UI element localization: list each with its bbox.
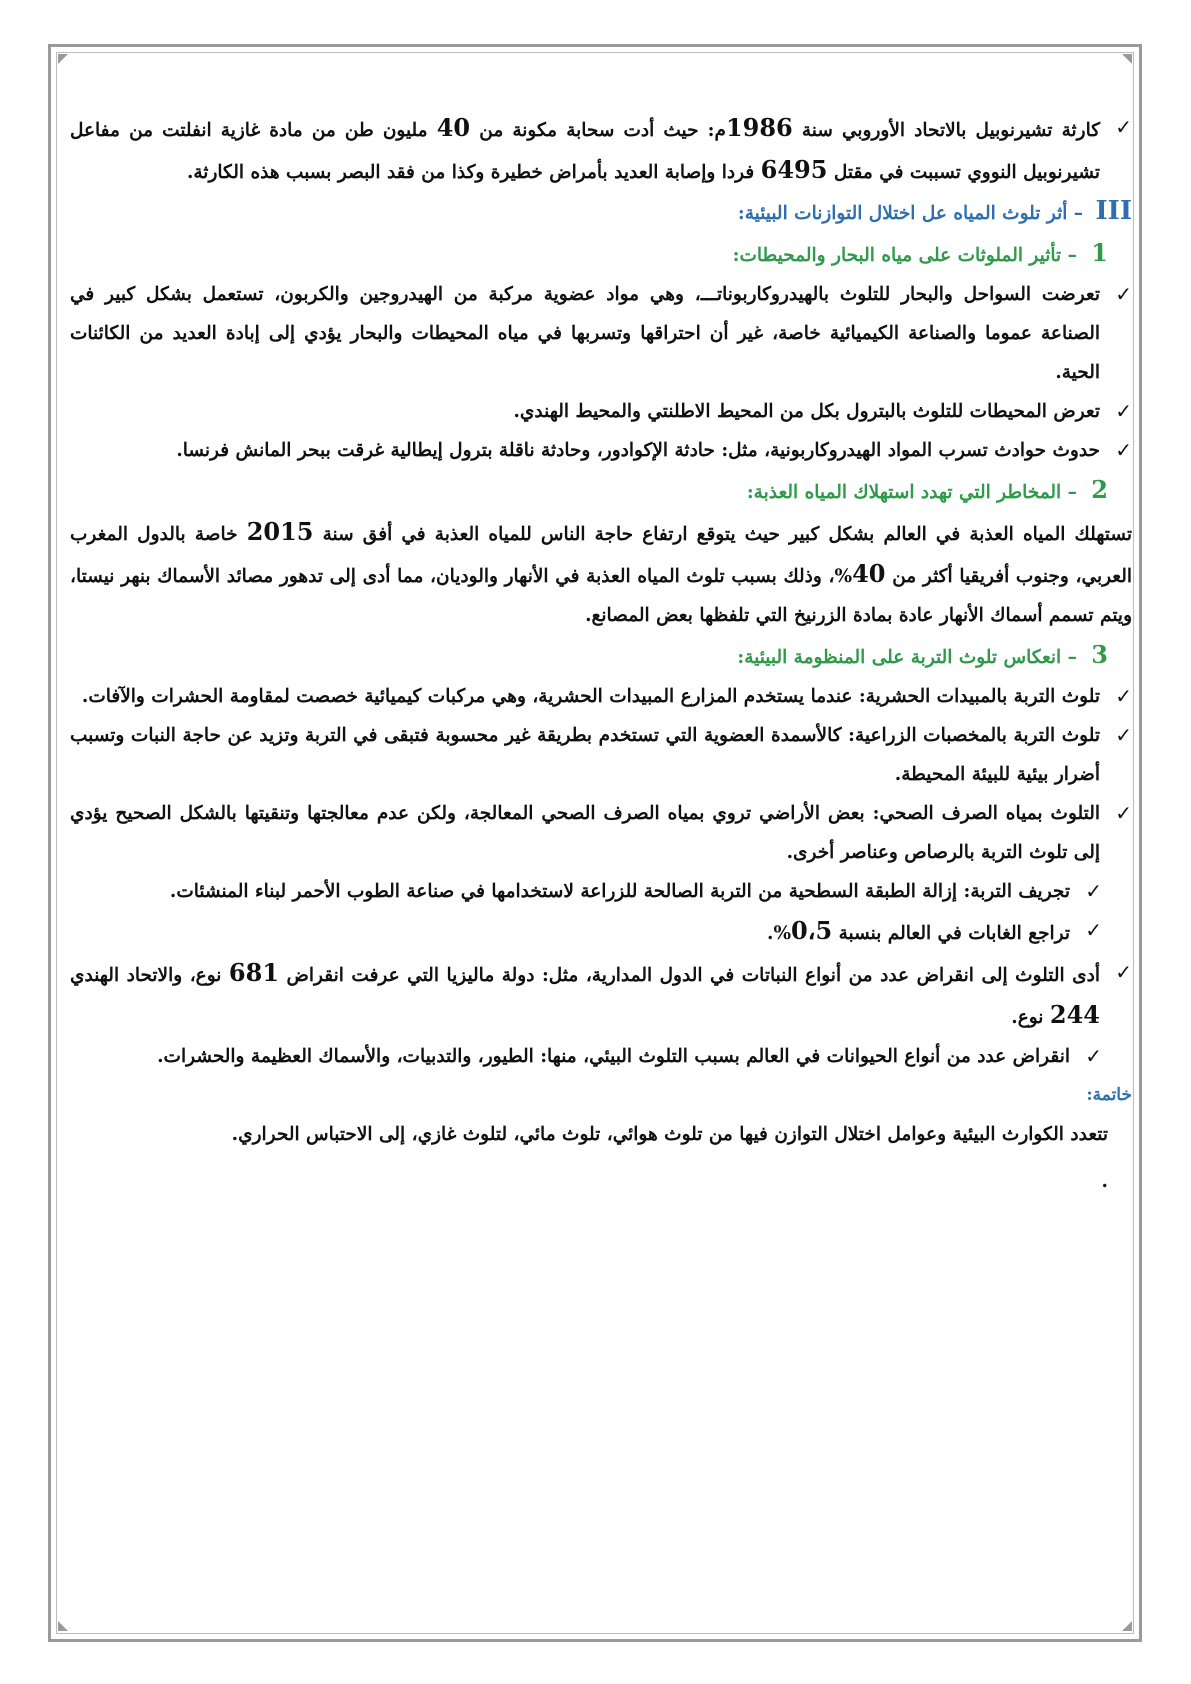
list-item-text: تجريف التربة: إزالة الطبقة السطحية من التربة الصالحة للزراعة لاستخدامها في صناعة الطوب الأحمر لبناء المنشئات. [169, 881, 1070, 902]
number: 40 [436, 113, 471, 142]
heading-text: – تأثير الملوثات على مياه البحار والمحيطات: [732, 245, 1084, 266]
trailing-dot: . [1101, 1171, 1108, 1192]
text: خاصة بالدول المغرب العربي، وجنوب أفريقيا أكثر من [70, 524, 1132, 587]
text: فردا وإصابة العديد بأمراض خطيرة وكذا من فقد البصر بسبب هذه الكارثة. [186, 162, 761, 183]
heading-text: – المخاطر التي تهدد استهلاك المياه العذبة: [746, 482, 1084, 503]
checkmark-icon: ✓ [1115, 723, 1132, 747]
text: نوع، والاتحاد الهندي [70, 965, 229, 986]
checkmark-icon: ✓ [1085, 1044, 1102, 1068]
conclusion-heading: خاتمة: [1086, 1085, 1132, 1105]
list-item [70, 392, 1132, 431]
list-item-text: تعرضت السواحل والبحار للتلوث بالهيدروكاربوناتـــ، وهي مواد عضوية مركبة من الهيدروجين والكربون، تستعمل بشكل كبير في الصناعة عموما والصناعة الكيميائية خاصة، غير أن احتراقها وتسربها في مياه المحيطات والبحار يؤدي إلى إبادة العديد من الكائنات الحية. [70, 284, 1100, 383]
list-item-text: تعرض المحيطات للتلوث بالبترول بكل من المحيط الاطلنتي والمحيط الهندي. [513, 401, 1100, 422]
text: تستهلك المياه العذبة في العالم بشكل كبير حيث يتوقع ارتفاع حاجة الناس للمياه العذبة في أفق سنة [313, 524, 1132, 545]
list-item [70, 275, 1132, 392]
corner-ornament [58, 1621, 68, 1631]
subheading-2 [70, 470, 1108, 512]
checkmark-icon: ✓ [1115, 399, 1132, 423]
number: 244 [1049, 1000, 1100, 1029]
text: %. [767, 923, 792, 944]
checkmark-icon: ✓ [1085, 918, 1102, 942]
list-item-text: حدوث حوادث تسرب المواد الهيدروكاربونية، مثل: حادثة الإكوادور، وحادثة ناقلة بترول إيطالية غرقت ببحر المانش فرنسا. [176, 440, 1100, 461]
list-item [70, 677, 1132, 716]
text: نوع. [1011, 1007, 1050, 1028]
number: 681 [228, 958, 280, 987]
heading-text: – أثر تلوث المياه عل اختلال التوازنات البيئية: [737, 203, 1090, 224]
checkmark-icon: ✓ [1085, 879, 1102, 903]
subheading-3 [70, 635, 1108, 677]
list-item-forests [70, 911, 1102, 953]
corner-ornament [1122, 54, 1132, 64]
list-item [70, 872, 1102, 911]
number: 0،5 [791, 916, 833, 945]
list-item-text: تلوث التربة بالمخصبات الزراعية: كالأسمدة العضوية التي تستخدم بطريقة غير محسوبة فتبقى في التربة وتزيد عن حاجة النبات وتسبب أضرار بيئية للبيئة المحيطة. [70, 725, 1100, 785]
text: مليون طن من مادة غازية انفلتت من مفاعل تشيرنوبيل النووي تسببت في مقتل [70, 120, 1100, 183]
text: م: حيث أدت سحابة مكونة من [470, 120, 726, 141]
year-number: 2015 [246, 517, 314, 546]
list-item-text: التلوث بمياه الصرف الصحي: بعض الأراضي تروي بمياه الصرف الصحي المعالجة، ولكن عدم معالجتها وتنقيتها بالشكل الصحيح يؤدي إلى تلوث التربة بالرصاص وعناصر أخرى. [70, 803, 1100, 863]
text: كارثة تشيرنوبيل بالاتحاد الأوروبي سنة [792, 120, 1101, 141]
list-item-chernobyl [70, 108, 1132, 192]
list-item-text: انقراض عدد من أنواع الحيوانات في العالم بسبب التلوث البيئي، منها: الطيور، والتدبيات، والأسماك العظيمة والحشرات. [157, 1046, 1070, 1067]
text: أدى التلوث إلى انقراض عدد من أنواع النباتات في الدول المدارية، مثل: دولة ماليزيا التي عرفت انقراض [279, 965, 1100, 986]
paragraph-freshwater [70, 512, 1132, 635]
corner-ornament [58, 54, 68, 64]
checkmark-icon: ✓ [1115, 684, 1132, 708]
heading-number: 2 [1091, 475, 1108, 504]
document-body [70, 108, 1132, 1201]
checkmark-icon: ✓ [1115, 282, 1132, 306]
checkmark-icon: ✓ [1115, 960, 1132, 984]
list-item [70, 716, 1132, 794]
list-item [70, 431, 1132, 470]
roman-numeral: III [1095, 196, 1132, 226]
list-item-extinction [70, 953, 1132, 1037]
section-heading-iii [70, 192, 1132, 233]
list-item-text: تلوث التربة بالمبيدات الحشرية: عندما يستخدم المزارع المبيدات الحشرية، وهي مركبات كيميائية خصصت لمقاومة الحشرات والآفات. [81, 686, 1100, 707]
conclusion-text: تتعدد الكوارث البيئية وعوامل اختلال التوازن فيها من تلوث هوائي، تلوث مائي، لتلوث غازي، إلى الاحتباس الحراري. [231, 1124, 1108, 1145]
number: 6495 [760, 155, 828, 184]
text: %، وذلك بسبب تلوث المياه العذبة في الأنهار والوديان، مما أدى إلى تدهور مصائد الأسماك بنهر نيستا، ويتم تسمم أسماك الأنهار عادة بمادة الزرنيخ التي تلفظها بعض المصانع. [70, 566, 1132, 626]
text: تراجع الغابات في العالم بنسبة [832, 923, 1070, 944]
corner-ornament [1122, 1621, 1132, 1631]
list-item [70, 794, 1132, 872]
heading-text: – انعكاس تلوث التربة على المنظومة البيئية: [737, 647, 1084, 668]
heading-number: 1 [1091, 238, 1108, 267]
subheading-1 [70, 233, 1108, 275]
checkmark-icon: ✓ [1115, 438, 1132, 462]
number: 40 [852, 559, 886, 588]
checkmark-icon: ✓ [1115, 801, 1132, 825]
year-number: 1986 [725, 113, 793, 142]
heading-number: 3 [1091, 640, 1108, 669]
list-item-animals [70, 1037, 1102, 1076]
checkmark-icon: ✓ [1115, 115, 1132, 139]
